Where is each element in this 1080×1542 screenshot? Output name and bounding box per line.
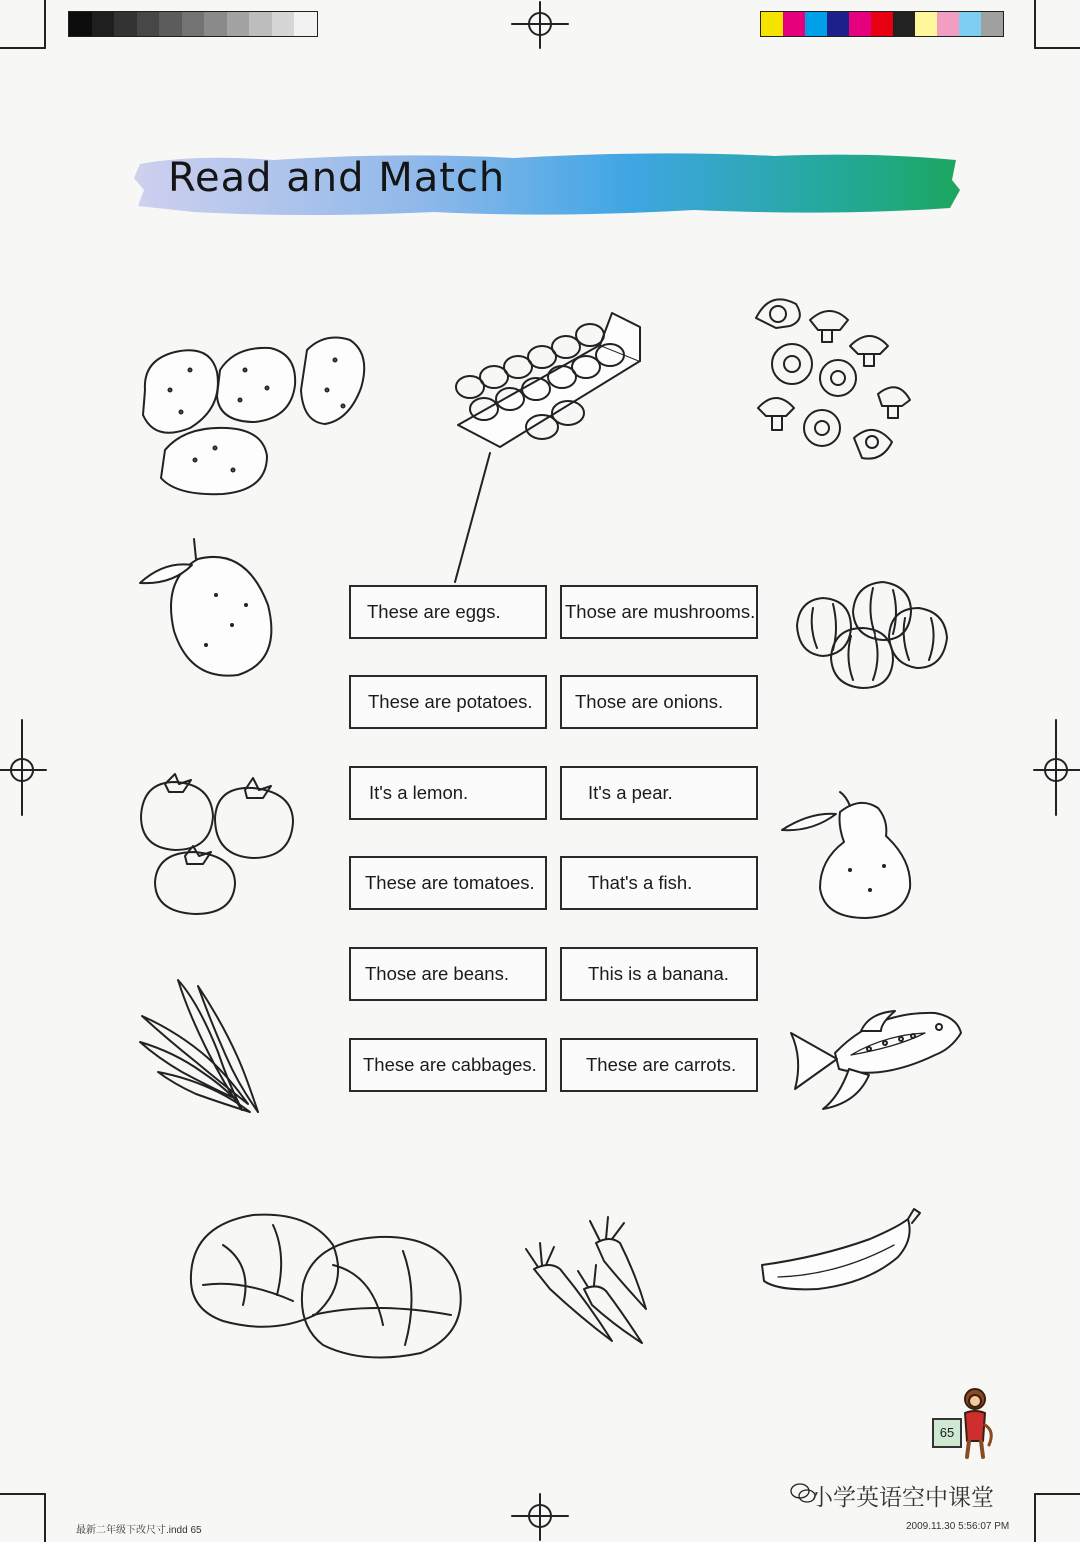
sentence-box-right[interactable] bbox=[560, 1038, 758, 1092]
sentence-box-right[interactable] bbox=[560, 766, 758, 820]
sentence-text: These are tomatoes. bbox=[365, 872, 535, 893]
sentence-box-right[interactable] bbox=[560, 947, 758, 1001]
sentence-text: Those are mushrooms. bbox=[565, 601, 756, 622]
sentence-box-left[interactable] bbox=[349, 766, 547, 820]
sentence-text: These are cabbages. bbox=[363, 1054, 537, 1075]
sentence-text: These are eggs. bbox=[367, 601, 501, 622]
sentence-box-left[interactable] bbox=[349, 675, 547, 729]
sentence-text: Those are onions. bbox=[575, 691, 724, 712]
potatoes-picture[interactable] bbox=[135, 330, 375, 500]
watermark-text: 小学英语空中课堂 bbox=[810, 1484, 994, 1510]
sentence-text: These are potatoes. bbox=[368, 691, 533, 712]
pear-picture[interactable] bbox=[780, 790, 930, 920]
sentence-text: This is a banana. bbox=[588, 963, 729, 984]
sentence-box-left[interactable] bbox=[349, 947, 547, 1001]
cabbages-picture[interactable] bbox=[183, 1205, 465, 1363]
sentence-text: It's a pear. bbox=[588, 782, 673, 803]
sentence-box-left[interactable] bbox=[349, 856, 547, 910]
sentence-text: These are carrots. bbox=[586, 1054, 737, 1075]
sentence-box-right[interactable] bbox=[560, 585, 758, 639]
footer-file-info: 最新二年级下改尺寸.indd 65 bbox=[76, 1525, 202, 1536]
sentence-text: Those are beans. bbox=[365, 963, 509, 984]
sentence-box-right[interactable] bbox=[560, 675, 758, 729]
sentence-box-left[interactable] bbox=[349, 585, 547, 639]
sentence-box-right[interactable] bbox=[560, 856, 758, 910]
banana-picture[interactable] bbox=[758, 1205, 928, 1295]
eggs-picture[interactable] bbox=[450, 305, 650, 455]
fish-picture[interactable] bbox=[785, 1003, 965, 1115]
mushrooms-picture[interactable] bbox=[750, 290, 920, 470]
carrots-picture[interactable] bbox=[520, 1213, 660, 1353]
sentence-text: That's a fish. bbox=[588, 872, 693, 893]
lemon-picture[interactable] bbox=[136, 535, 286, 685]
tomatoes-picture[interactable] bbox=[135, 770, 305, 920]
beans-picture[interactable] bbox=[138, 972, 268, 1120]
footer-timestamp: 2009.11.30 5:56:07 PM bbox=[906, 1521, 1010, 1532]
sentence-text: It's a lemon. bbox=[369, 782, 469, 803]
onions-picture[interactable] bbox=[793, 578, 953, 693]
page-number: 65 bbox=[932, 1418, 962, 1448]
sentence-box-left[interactable] bbox=[349, 1038, 547, 1092]
page-title: Read and Match bbox=[168, 155, 506, 201]
